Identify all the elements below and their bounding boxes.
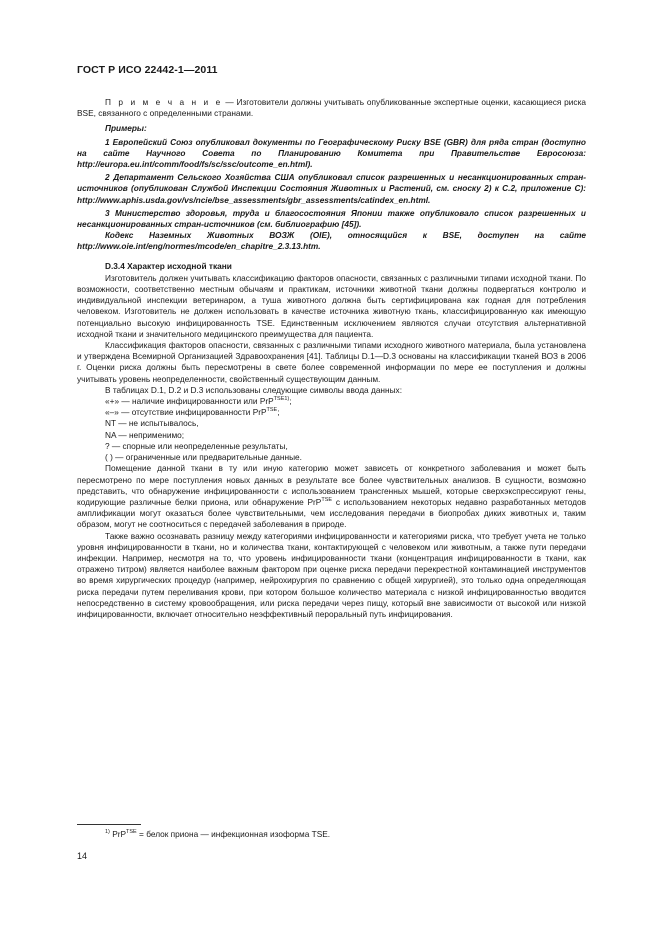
symbol-item: ? — спорные или неопределенные результаты, — [105, 440, 288, 451]
paragraph-3: В таблицах D.1, D.2 и D.3 использованы следующие символы ввода данных: — [105, 384, 403, 395]
document-header: ГОСТ Р ИСО 22442-1—2011 — [77, 64, 218, 76]
example-item-3: 3 Министерство здоровья, труда и благосостояния Японии также опубликовало список разрешенных и несанкционированных стран-источников (см. библиографию [45]). — [77, 207, 586, 230]
code-line: Кодекс Наземных Животных ВОЗЖ (OIE), относящийся к BSE, доступен на сайте — [105, 230, 586, 241]
paragraph-2: Классификация факторов опасности, связанных с различными типами исходного животного материала, была установлена и утверждена Всемирной Организацией Здравоохранения [41]. Таблицы D.1—D.3 основаны на классификации тканей ВОЗ в 2006 г. Оценки риска должны быть пересмотрены в свете более современной информации по мере ее поступления и должны учитывать уровень неопределенности, свойственный существующим данным. — [77, 340, 586, 384]
symbol-item: ( ) — ограниченные или предварительные данные. — [105, 452, 302, 463]
symbol-item: «–» — отсутствие инфицированности PrP$^{TSE}$; — [105, 407, 280, 418]
main-content — [77, 97, 586, 620]
symbol-item: NT — не испытывалось, — [105, 418, 199, 429]
note-text: — Изготовители должны учитывать опубликованные экспертные оценки, касающиеся риска BSE, связанного с определенными странами. — [77, 97, 586, 119]
paragraph-4: Помещение данной ткани в ту или иную категорию может зависеть от конкретного заболевания и может быть пересмотрено по мере поступления новых данных в результате все более чувствительных анализов. В сущности, возможно представить, что обнаружение инфицированности с использованием трансгенных мышей, которые сверхэкспрессируют гены, кодирующие различные белки приона, или обнаружение PrP$^{TSE}$ с использованием некоторых недавно разработанных методов амплификации могут оказаться более чувствительными, чем исследования передачи в биопробах диких животных и, таким образом, могут не соотноситься с передачей заболевания в природе. — [77, 463, 586, 530]
footnote-separator — [77, 824, 141, 825]
page-number: 14 — [77, 851, 88, 861]
paragraph-5: Также важно осознавать разницу между категориями инфицированности и категориями риска, что требует учета не только уровня инфицированности в ткани, но и количества ткани, контактирующей с человеком или животным, а также пути передачи инфекции. Например, несмотря на то, что уровень инфицированности ткани (концентрация инфицированности в ткани, как отражено титром) является наиболее важным фактором при оценке риска передачи перекрестной контаминацией инструментов во время хирургических процедур (например, нейрохирургия по сравнению с общей хирургией), это только одна определяющая риска передачи путем переливания крови, при котором большое количество материала с низкой инфицированностью вводится непосредственно в систему кровообращения, или риска передачи через пищу, который вне зависимости от высокой или низкой инфицированности, включает относительно неэффективный пероральный путь инфицирования. — [77, 530, 586, 619]
code-url-link[interactable]: http://www.oie.int/eng/normes/mcode/en_chapitre_2.3.13.htm. — [77, 241, 321, 252]
note-paragraph — [77, 97, 586, 119]
paragraph-1: Изготовитель должен учитывать классификацию факторов опасности, связанных с различными типами исходной ткани. По возможности, соответственно местным обычаям и практикам, источники животной ткани должны подвергаться контролю и индивидуальной инспекции ветеринаром, а туша животного должна быть сертифицирована как годная для потребления человеком. Изготовитель не должен использовать в качестве источника животную ткань, классифицированную как имеющую потенциально высокую инфицированность TSE. Единственным исключением являются случаи отсутствия альтернативной исходной ткани и значительного медицинского преимущества для пациента. — [77, 272, 586, 339]
symbol-item: NA — неприменимо; — [105, 429, 185, 440]
footnote-mark: 1) — [105, 829, 110, 835]
footnote: $^{1)}$ PrP$^{TSE}$ = белок приона — инфекционная изоформа TSE. — [105, 829, 331, 839]
symbol-item: «+» — наличие инфицированности или PrP$^{TSE1)}$; — [105, 396, 292, 407]
example-item-2: 2 Департамент Сельского Хозяйства США опубликовал список разрешенных и несанкционированных стран-источников (опубликован Службой Инспекции Состояния Животных и Растений, см. сноску 2) к С.2, приложение С): http://www.aphis.usda.gov/vs/ncie/bse_assessments/gbr_assessments/catindex_en.html. — [77, 172, 586, 205]
note-label: П р и м е ч а н и е — [105, 97, 223, 107]
section-title: D.3.4 Характер исходной ткани — [105, 260, 232, 271]
example-item-1: 1 Европейский Союз опубликовал документы по Географическому Риску BSE (GBR) для ряда стран (доступно на сайте Научного Совета по Планированию Комитета при Правительстве Евросоюза: http://europa.eu.int/comm/food/fs/sc/ssc/outcome_en.html). — [77, 136, 586, 170]
examples-title: Примеры: — [105, 123, 147, 134]
